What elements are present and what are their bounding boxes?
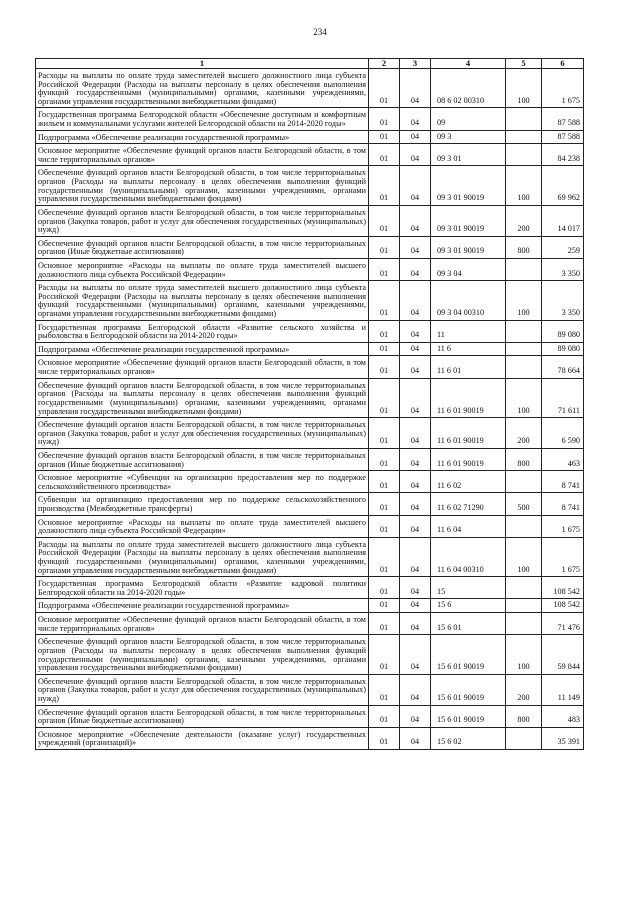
row-c5 — [506, 356, 542, 378]
row-description: Обеспечение функций органов власти Белгородской области, в том числе территориальных органов (Закупка товаров, работ и услуг для обеспечения государственных (муниципальных) нужд) — [36, 674, 369, 705]
row-description: Обеспечение функций органов власти Белгородской области, в том числе территориальных органов (Иные бюджетные ассигнования) — [36, 705, 369, 727]
table-row — [36, 448, 584, 470]
row-c3: 04 — [400, 448, 431, 470]
row-c5 — [506, 342, 542, 356]
row-c5: 800 — [506, 705, 542, 727]
row-c2: 01 — [369, 448, 400, 470]
row-c4: 15 6 02 — [431, 727, 506, 749]
row-c5: 800 — [506, 236, 542, 258]
row-c3: 04 — [400, 69, 431, 108]
table-row — [36, 674, 584, 705]
row-description: Основное мероприятие «Расходы на выплаты по оплате труда заместителей высшего должностного лица субъекта Российской Федерации» — [36, 515, 369, 537]
table-row — [36, 577, 584, 599]
row-c5 — [506, 320, 542, 342]
row-description: Основное мероприятие «Обеспечение функций органов власти Белгородской области, в том числе территориальных органов» — [36, 613, 369, 635]
row-c6: 35 391 — [542, 727, 584, 749]
row-c3: 04 — [400, 418, 431, 449]
header-col-3: 3 — [400, 59, 431, 69]
row-description: Подпрограмма «Обеспечение реализации государственной программы» — [36, 130, 369, 144]
row-c3: 04 — [400, 635, 431, 674]
row-description: Обеспечение функций органов власти Белгородской области, в том числе территориальных органов (Закупка товаров, работ и услуг для обеспечения государственных (муниципальных) нужд) — [36, 418, 369, 449]
row-c6: 71 611 — [542, 378, 584, 417]
row-c5: 100 — [506, 69, 542, 108]
row-c3: 04 — [400, 537, 431, 576]
table-body — [36, 69, 584, 750]
row-c2: 01 — [369, 418, 400, 449]
row-c2: 01 — [369, 342, 400, 356]
header-col-4: 4 — [431, 59, 506, 69]
row-description: Обеспечение функций органов власти Белгородской области, в том числе территориальных органов (Закупка товаров, работ и услуг для обеспечения государственных (муниципальных) нужд) — [36, 205, 369, 236]
row-c5: 100 — [506, 378, 542, 417]
row-c4: 09 3 01 90019 — [431, 205, 506, 236]
row-c4: 15 — [431, 577, 506, 599]
row-c2: 01 — [369, 69, 400, 108]
row-description: Государственная программа Белгородской области «Развитие сельского хозяйства и рыболовства в Белгородской области на 2014-2020 годы» — [36, 320, 369, 342]
row-c3: 04 — [400, 705, 431, 727]
row-c6: 463 — [542, 448, 584, 470]
row-c3: 04 — [400, 378, 431, 417]
row-c4: 11 6 02 — [431, 471, 506, 493]
row-c4: 11 — [431, 320, 506, 342]
table-row — [36, 205, 584, 236]
row-description: Обеспечение функций органов власти Белгородской области, в том числе территориальных органов (Расходы на выплаты персоналу в целях обеспечения выполнения функций государственными (муниципальными) органами, казенными учреждениями, органами управления государственными внебюджетными фондами) — [36, 166, 369, 205]
row-c3: 04 — [400, 493, 431, 515]
row-c5: 200 — [506, 205, 542, 236]
row-c2: 01 — [369, 599, 400, 613]
row-c6: 59 844 — [542, 635, 584, 674]
row-c4: 15 6 01 90019 — [431, 635, 506, 674]
row-c4: 09 3 — [431, 130, 506, 144]
row-c6: 1 675 — [542, 515, 584, 537]
row-c3: 04 — [400, 166, 431, 205]
row-c3: 04 — [400, 356, 431, 378]
row-description: Обеспечение функций органов власти Белгородской области, в том числе территориальных органов (Расходы на выплаты персоналу в целях обеспечения выполнения функций государственными (муниципальными) органами, казенными учреждениями, органами управления государственными внебюджетными фондами) — [36, 635, 369, 674]
row-c5 — [506, 130, 542, 144]
table-row — [36, 537, 584, 576]
row-c2: 01 — [369, 236, 400, 258]
row-c3: 04 — [400, 236, 431, 258]
row-c4: 09 3 04 — [431, 258, 506, 280]
row-c5 — [506, 727, 542, 749]
table-row — [36, 166, 584, 205]
table-row — [36, 69, 584, 108]
row-c2: 01 — [369, 577, 400, 599]
table-row — [36, 515, 584, 537]
row-c3: 04 — [400, 320, 431, 342]
row-description: Расходы на выплаты по оплате труда заместителей высшего должностного лица субъекта Российской Федерации (Расходы на выплаты персоналу в целях обеспечения выполнения функций государственными (муниципальными) органами, казенными учреждениями, органами управления государственными внебюджетными фондами) — [36, 281, 369, 320]
row-c5 — [506, 144, 542, 166]
row-c2: 01 — [369, 674, 400, 705]
row-description: Расходы на выплаты по оплате труда заместителей высшего должностного лица субъекта Российской Федерации (Расходы на выплаты персоналу в целях обеспечения выполнения функций государственными (муниципальными) органами, казенными учреждениями, органами управления государственными внебюджетными фондами) — [36, 69, 369, 108]
row-c3: 04 — [400, 471, 431, 493]
row-description: Подпрограмма «Обеспечение реализации государственной программы» — [36, 599, 369, 613]
row-c2: 01 — [369, 281, 400, 320]
row-c5: 100 — [506, 166, 542, 205]
table-row — [36, 727, 584, 749]
row-c5: 800 — [506, 448, 542, 470]
row-c4: 09 3 01 90019 — [431, 166, 506, 205]
table-row — [36, 613, 584, 635]
row-c6: 89 080 — [542, 320, 584, 342]
row-c6: 69 962 — [542, 166, 584, 205]
page-number: 234 — [313, 27, 327, 37]
row-c5: 100 — [506, 635, 542, 674]
table-row — [36, 236, 584, 258]
row-c5: 100 — [506, 281, 542, 320]
table-row — [36, 320, 584, 342]
row-c4: 09 3 01 90019 — [431, 236, 506, 258]
row-c4: 11 6 01 90019 — [431, 418, 506, 449]
row-c5: 500 — [506, 493, 542, 515]
row-c3: 04 — [400, 515, 431, 537]
row-description: Основное мероприятие «Обеспечение функций органов власти Белгородской области, в том числе территориальных органов» — [36, 144, 369, 166]
row-c2: 01 — [369, 144, 400, 166]
row-c4: 11 6 04 00310 — [431, 537, 506, 576]
header-col-1: 1 — [36, 59, 369, 69]
row-c4: 15 6 01 90019 — [431, 674, 506, 705]
row-c5 — [506, 613, 542, 635]
row-c6: 8 741 — [542, 493, 584, 515]
row-c4: 09 3 01 — [431, 144, 506, 166]
row-description: Расходы на выплаты по оплате труда заместителей высшего должностного лица субъекта Российской Федерации (Расходы на выплаты персоналу в целях обеспечения выполнения функций государственными (муниципальными) органами, казенными учреждениями, органами управления государственными внебюджетными фондами) — [36, 537, 369, 576]
row-c4: 11 6 01 90019 — [431, 448, 506, 470]
row-c6: 3 350 — [542, 258, 584, 280]
row-c6: 87 588 — [542, 108, 584, 130]
row-c6: 108 542 — [542, 599, 584, 613]
row-c2: 01 — [369, 130, 400, 144]
row-description: Основное мероприятие «Обеспечение функций органов власти Белгородской области, в том числе территориальных органов» — [36, 356, 369, 378]
row-c4: 11 6 01 — [431, 356, 506, 378]
row-c3: 04 — [400, 205, 431, 236]
header-col-5: 5 — [506, 59, 542, 69]
row-c3: 04 — [400, 674, 431, 705]
row-c3: 04 — [400, 342, 431, 356]
row-c4: 15 6 — [431, 599, 506, 613]
row-description: Субвенции на организацию предоставления мер по поддержке сельскохозяйственного производства (Межбюджетные трансферты) — [36, 493, 369, 515]
row-c5 — [506, 258, 542, 280]
row-description: Основное мероприятие «Обеспечение деятельности (оказание услуг) государственных учреждений (организаций)» — [36, 727, 369, 749]
row-c4: 15 6 01 — [431, 613, 506, 635]
row-c2: 01 — [369, 727, 400, 749]
row-c4: 08 6 02 00310 — [431, 69, 506, 108]
row-c2: 01 — [369, 493, 400, 515]
row-c6: 259 — [542, 236, 584, 258]
row-c6: 84 238 — [542, 144, 584, 166]
table-row — [36, 378, 584, 417]
row-c5: 200 — [506, 674, 542, 705]
table-row — [36, 418, 584, 449]
row-c6: 87 588 — [542, 130, 584, 144]
row-c3: 04 — [400, 258, 431, 280]
row-c5: 100 — [506, 537, 542, 576]
table-row — [36, 599, 584, 613]
table-row — [36, 130, 584, 144]
row-c2: 01 — [369, 258, 400, 280]
row-c5 — [506, 599, 542, 613]
table-row — [36, 635, 584, 674]
row-c2: 01 — [369, 166, 400, 205]
row-c2: 01 — [369, 205, 400, 236]
row-c3: 04 — [400, 144, 431, 166]
row-c2: 01 — [369, 613, 400, 635]
row-description: Основное мероприятие «Субвенции на организацию предоставления мер по поддержке сельскохозяйственного производства» — [36, 471, 369, 493]
table-row — [36, 144, 584, 166]
row-c2: 01 — [369, 635, 400, 674]
row-c5: 200 — [506, 418, 542, 449]
row-c3: 04 — [400, 727, 431, 749]
row-c4: 15 6 01 90019 — [431, 705, 506, 727]
row-c4: 11 6 04 — [431, 515, 506, 537]
row-description: Обеспечение функций органов власти Белгородской области, в том числе территориальных органов (Иные бюджетные ассигнования) — [36, 236, 369, 258]
row-c3: 04 — [400, 130, 431, 144]
table-row — [36, 281, 584, 320]
row-c2: 01 — [369, 537, 400, 576]
row-description: Государственная программа Белгородской области «Обеспечение доступным и комфортным жильем и коммунальными услугами жителей Белгородской области на 2014-2020 годы» — [36, 108, 369, 130]
row-c3: 04 — [400, 281, 431, 320]
row-c6: 108 542 — [542, 577, 584, 599]
row-c4: 11 6 01 90019 — [431, 378, 506, 417]
table-header-row — [36, 59, 584, 69]
row-c2: 01 — [369, 471, 400, 493]
row-c4: 11 6 — [431, 342, 506, 356]
row-c3: 04 — [400, 577, 431, 599]
budget-table — [35, 58, 584, 750]
row-c4: 09 3 04 00310 — [431, 281, 506, 320]
row-c2: 01 — [369, 515, 400, 537]
table-row — [36, 493, 584, 515]
row-description: Государственная программа Белгородской области «Развитие кадровой политики Белгородской области на 2014-2020 годы» — [36, 577, 369, 599]
row-c6: 3 350 — [542, 281, 584, 320]
row-c2: 01 — [369, 378, 400, 417]
header-col-2: 2 — [369, 59, 400, 69]
row-c6: 1 675 — [542, 537, 584, 576]
row-c3: 04 — [400, 613, 431, 635]
row-c6: 78 664 — [542, 356, 584, 378]
row-c6: 8 741 — [542, 471, 584, 493]
header-col-6: 6 — [542, 59, 584, 69]
row-c3: 04 — [400, 599, 431, 613]
row-c6: 14 017 — [542, 205, 584, 236]
row-c3: 04 — [400, 108, 431, 130]
row-c2: 01 — [369, 320, 400, 342]
row-c6: 6 590 — [542, 418, 584, 449]
table-row — [36, 471, 584, 493]
row-c6: 483 — [542, 705, 584, 727]
table-row — [36, 108, 584, 130]
row-c6: 89 080 — [542, 342, 584, 356]
row-c4: 11 6 02 71290 — [431, 493, 506, 515]
row-c5 — [506, 515, 542, 537]
row-description: Подпрограмма «Обеспечение реализации государственной программы» — [36, 342, 369, 356]
table-row — [36, 258, 584, 280]
table-row — [36, 705, 584, 727]
row-c6: 71 476 — [542, 613, 584, 635]
row-c4: 09 — [431, 108, 506, 130]
row-c2: 01 — [369, 705, 400, 727]
row-c5 — [506, 577, 542, 599]
row-c6: 11 149 — [542, 674, 584, 705]
table-row — [36, 342, 584, 356]
row-c5 — [506, 471, 542, 493]
row-c6: 1 675 — [542, 69, 584, 108]
table-row — [36, 356, 584, 378]
row-description: Обеспечение функций органов власти Белгородской области, в том числе территориальных органов (Иные бюджетные ассигнования) — [36, 448, 369, 470]
row-description: Основное мероприятие «Расходы на выплаты по оплате труда заместителей высшего должностного лица субъекта Российской Федерации» — [36, 258, 369, 280]
row-c5 — [506, 108, 542, 130]
row-c2: 01 — [369, 356, 400, 378]
row-c2: 01 — [369, 108, 400, 130]
row-description: Обеспечение функций органов власти Белгородской области, в том числе территориальных органов (Расходы на выплаты персоналу в целях обеспечения выполнения функций государственными (муниципальными) органами, казенными учреждениями, органами управления государственными внебюджетными фондами) — [36, 378, 369, 417]
